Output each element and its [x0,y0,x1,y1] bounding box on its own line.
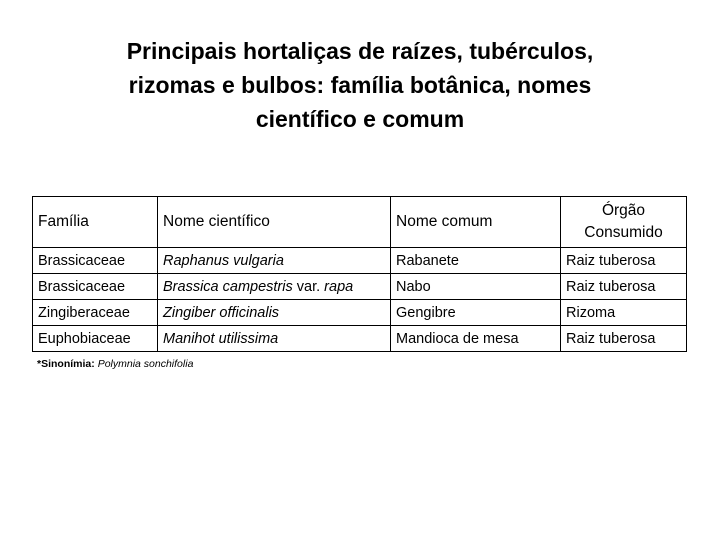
cell-nome-comum: Nabo [391,274,561,300]
cell-nome-cientifico: Zingiber officinalis [158,300,391,326]
footnote-label: *Sinonímia: [37,358,95,370]
footnote-value: Polymnia sonchifolia [97,358,194,370]
table-row [33,300,687,326]
cell-orgao: Raiz tuberosa [561,326,687,352]
column-header-familia: Família [33,197,158,248]
footnote [37,358,193,370]
cell-nome-cientifico: Raphanus vulgaria [158,248,391,274]
cell-nome-comum: Rabanete [391,248,561,274]
cell-familia: Zingiberaceae [33,300,158,326]
title-line: Principais hortaliças de raízes, tubérculos, [126,38,594,64]
cell-nome-comum: Gengibre [391,300,561,326]
cell-nome-cientifico: Manihot utilissima [158,326,391,352]
variety-abbreviation: var. [292,278,325,295]
vegetables-table [32,196,687,352]
table-row [33,248,687,274]
table-row [33,326,687,352]
column-header-nome-comum: Nome comum [391,197,561,248]
table-row [33,274,687,300]
page-title [40,34,680,136]
cell-nome-comum: Mandioca de mesa [391,326,561,352]
cell-orgao: Raiz tuberosa [561,248,687,274]
cell-orgao: Rizoma [561,300,687,326]
cell-familia: Brassicaceae [33,274,158,300]
cell-familia: Brassicaceae [33,248,158,274]
variety-name: rapa [324,278,354,295]
cell-familia: Euphobiaceae [33,326,158,352]
title-line: científico e comum [255,106,465,132]
column-header-orgao-consumido: Órgão Consumido [561,197,687,248]
column-header-nome-cientifico: Nome científico [158,197,391,248]
scientific-name: Brassica campestris [163,278,293,295]
cell-nome-cientifico [158,274,391,300]
table-header-row [33,197,687,248]
title-line: rizomas e bulbos: família botânica, nomes [128,72,592,98]
cell-orgao: Raiz tuberosa [561,274,687,300]
